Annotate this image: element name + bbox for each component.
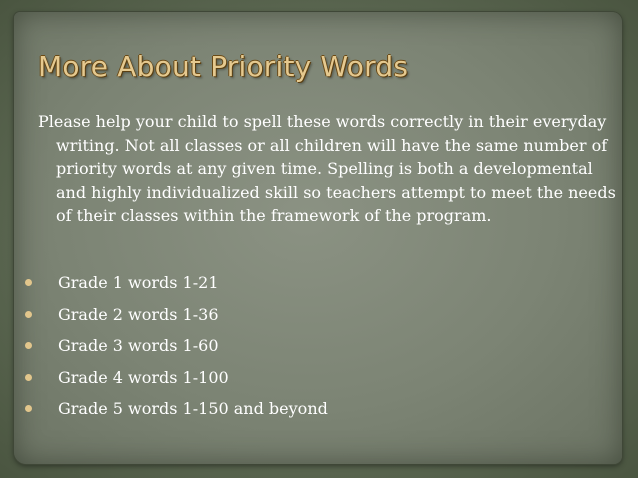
list-item-grade-2	[22, 303, 582, 335]
list-item-label: Grade 5 words 1-150 and beyond	[58, 399, 328, 418]
bullet-icon	[25, 405, 32, 412]
list-item-label: Grade 2 words 1-36	[58, 304, 219, 324]
intro-paragraph: Please help your child to spell these words correctly in their everyday writing. Not all classes or all children will have the same number of priority words at any given time. Spelling is both a developmental and highly individualized skill so teachers attempt to meet the needs of their classes within the framework of the program.	[38, 112, 616, 225]
list-item-grade-5	[22, 397, 582, 429]
bullet-icon	[25, 279, 32, 286]
list-item-grade-3	[22, 334, 582, 366]
bullet-icon	[25, 342, 32, 349]
list-item-label: Grade 3 words 1-60	[58, 336, 219, 355]
list-item-label: Grade 1 words 1-21	[58, 273, 219, 292]
bullet-icon	[25, 374, 32, 381]
slide-title: More About Priority Words	[38, 50, 409, 83]
bullet-icon	[25, 311, 32, 318]
list-item-label: Grade 4 words 1-100	[58, 367, 229, 387]
list-item-grade-4	[22, 366, 582, 398]
grade-list	[22, 271, 582, 429]
list-item-grade-1	[22, 271, 582, 303]
